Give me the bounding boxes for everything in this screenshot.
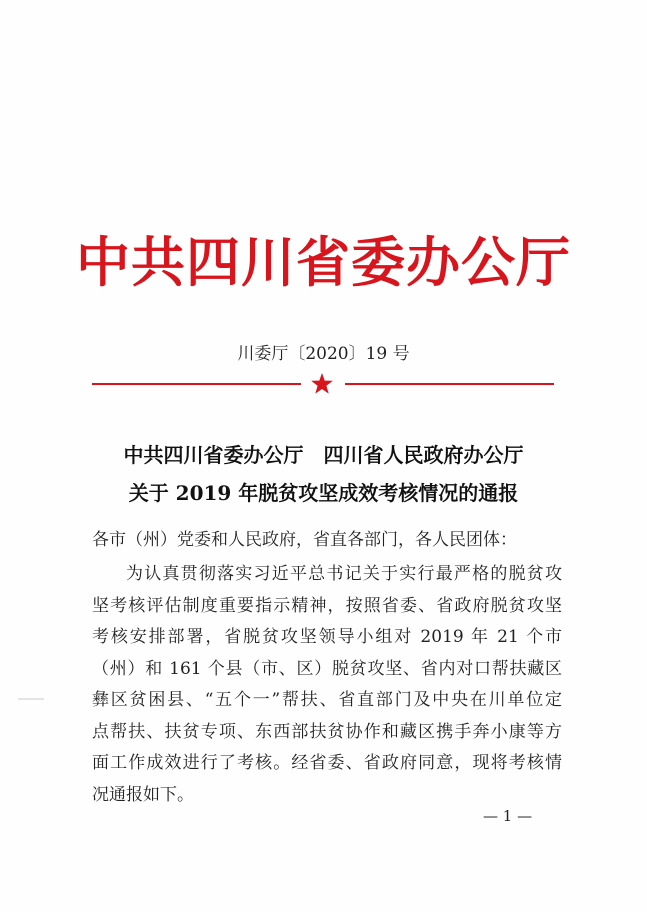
body-line: （州）和 161 个县（市、区）脱贫攻坚、省内对口帮扶藏区 [92, 658, 562, 679]
star-icon [310, 372, 334, 396]
scan-artifact [18, 698, 44, 700]
divider-line-left [92, 383, 301, 385]
body-line: 坚考核评估制度重要指示精神，按照省委、省政府脱贫攻坚 [92, 595, 562, 616]
body-paragraph [92, 559, 562, 811]
document-title-line-1: 中共四川省委办公厅 四川省人民政府办公厅 [123, 443, 524, 467]
document-title-line-2: 关于 2019 年脱贫攻坚成效考核情况的通报 [128, 481, 519, 505]
body-line: 面工作成效进行了考核。经省委、省政府同意，现将考核情 [92, 753, 562, 773]
divider-line-right [345, 383, 554, 385]
body-line: 彝区贫困县、“五个一”帮扶、省直部门及中央在川单位定 [92, 690, 562, 710]
body-line: 为认真贯彻落实习近平总书记关于实行最严格的脱贫攻 [126, 564, 562, 584]
red-divider [92, 372, 554, 396]
body-line: 考核安排部署，省脱贫攻坚领导小组对 2019 年 21 个市 [92, 627, 562, 647]
document-number: 川委厅〔2020〕19 号 [237, 344, 410, 364]
body-line: 点帮扶、扶贫专项、东西部扶贫协作和藏区携手奔小康等方 [92, 721, 562, 742]
issuing-office-header: 中共四川省委办公厅 [76, 230, 571, 294]
page-number: — 1 — [483, 807, 533, 825]
salutation: 各市（州）党委和人民政府，省直各部门，各人民团体： [92, 530, 517, 550]
body-line: 况通报如下。 [92, 784, 194, 805]
